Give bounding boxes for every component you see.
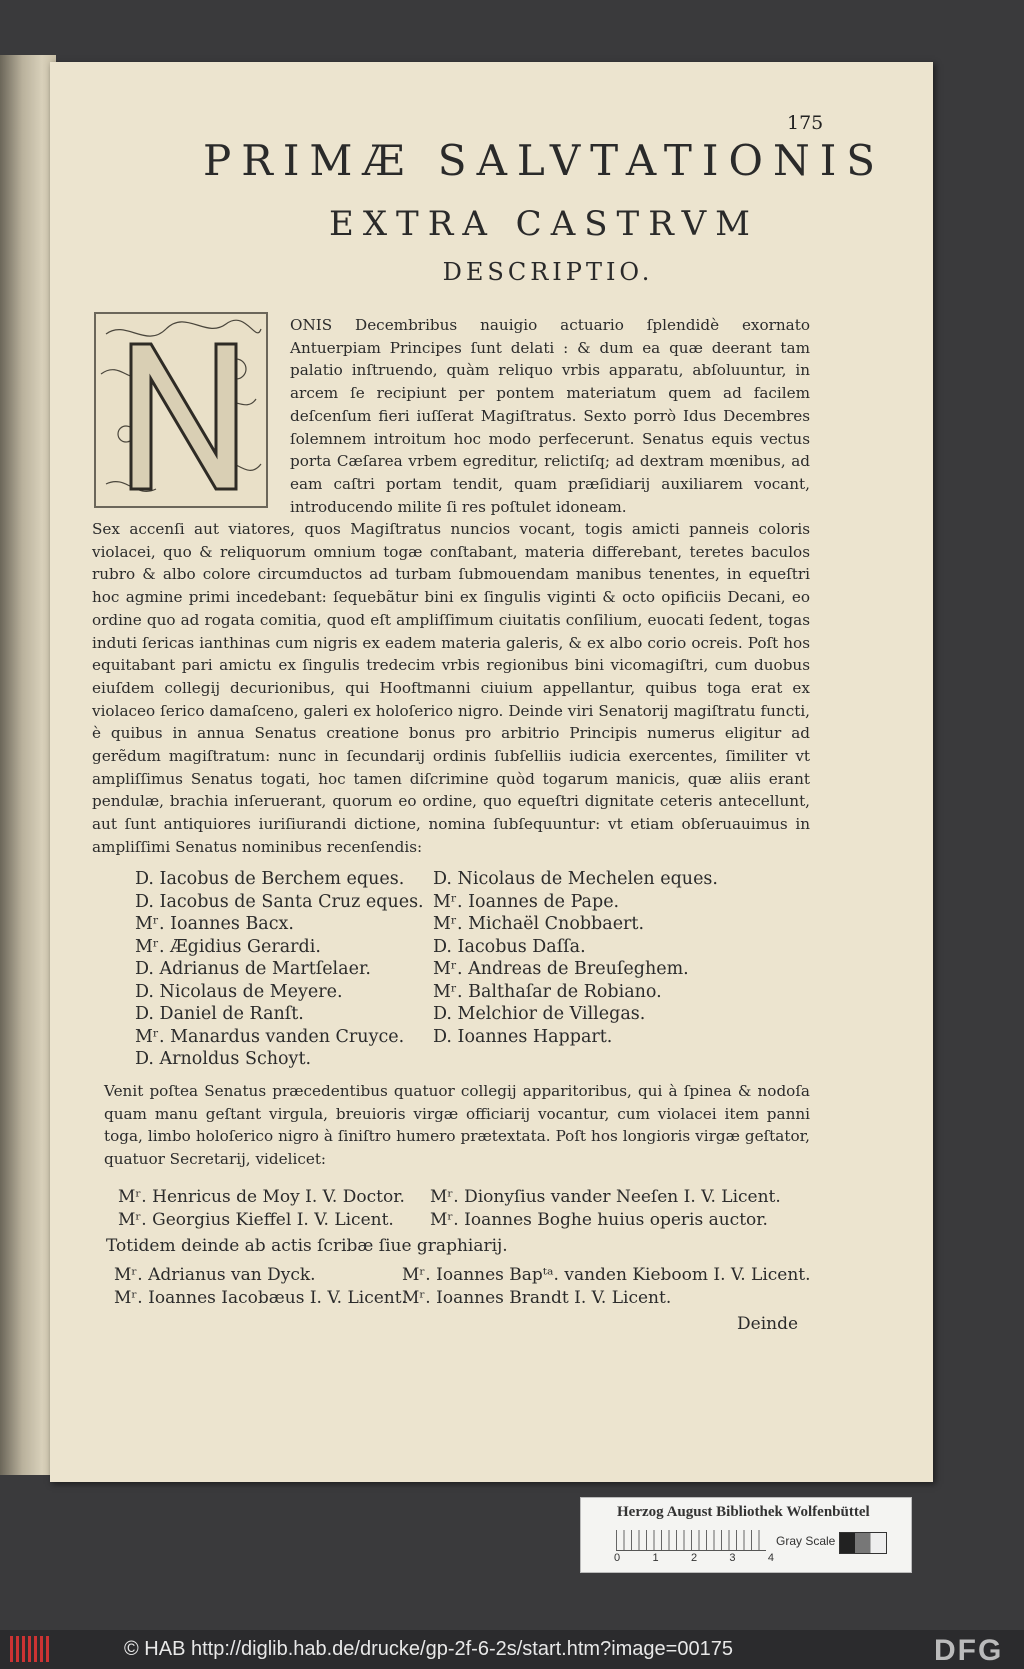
library-name: Herzog August Bibliothek Wolfenbüttel [617,1504,870,1520]
decorated-initial-n-icon [96,314,266,506]
list-item: Mʳ. Henricus de Moy I. V. Doctor. [118,1187,405,1207]
list-item: Mʳ. Andreas de Breuſeghem. [433,959,689,979]
list-item: Mʳ. Ioannes Boghe huius operis auctor. [430,1209,768,1230]
list-item: Mʳ. Ioannes Iacobæus I. V. Licent. [114,1287,407,1308]
list-item: Mʳ. Michaël Cnobbaert. [433,914,645,934]
ruler-tick: 3 [729,1552,736,1564]
page-title: PRIMÆ SALVTATIONIS [202,136,886,185]
footer-link[interactable]: © HAB http://diglib.hab.de/drucke/gp-2f-6-2s/start.htm?image=00175 [124,1638,733,1660]
paragraph-1: ONIS Decembribus nauigio actuario ſplendidè exornato Antuerpiam Principes ſunt delati : & dum ea quæ deerant tam palatio inſtruendo, quàm reliquo vrbis apparatu, abſoluuntur, in arcem ſe recipiunt per pontem materiatum quem ad facilem deſcenſum fieri iuſſerat Magiſtratus. Sexto porrò Idus Decembres ſolemnem introitum hoc modo perfecerunt. Senatus equis vectus porta Cæſarea vrbem egreditur, relictiſq; ad dextram mœnibus, ad eam caſtri portam tendit, quam præſidiarij auxiliarem vocant, introducendo milite ſi res poſtulet idoneam. [290,316,810,516]
scribes-col2 [402,1264,811,1309]
ruler-tick: 0 [614,1552,621,1564]
list-item: Mʳ. Dionyſius vander Neeſen I. V. Licent. [430,1187,781,1207]
senator-names-col2 [433,868,718,1048]
list-item: D. Daniel de Ranſt. [135,1004,304,1024]
footer-bar [0,1630,1024,1669]
secretaries-col1 [118,1186,405,1231]
scale-ruler [616,1530,766,1551]
dfg-logo: DFG [934,1634,1004,1667]
page-subtitle: EXTRA CASTRVM [329,204,759,244]
scribes-col1 [114,1264,407,1309]
page-subtitle-2: DESCRIPTIO. [442,258,654,286]
senator-names-col1 [135,868,424,1071]
ruler-ticks [614,1552,774,1564]
library-color-card [580,1497,912,1573]
list-item: Mʳ. Ægidius Gerardi. [135,936,321,957]
list-item: D. Iacobus Daſſa. [433,936,586,957]
list-item: Mʳ. Ioannes de Pape. [433,891,620,912]
gray-scale-label: Gray Scale [776,1534,836,1548]
paragraph-3: Venit poſtea Senatus præcedentibus quatuor collegij apparitoribus, qui à ſpinea & nodoſa quam manu geſtant virgula, breuioris virgæ officiarij vocantur, cum violacei item panni toga, limbo holoſerico nigro à ſiniſtro humero prætextata. Poſt hos longioris virgæ geſtator, quatuor Secretarij, videlicet: [104,1082,810,1169]
list-item: Mʳ. Georgius Kieffel I. V. Licent. [118,1209,394,1230]
list-item: D. Adrianus de Martſelaer. [135,959,371,979]
list-item: D. Melchior de Villegas. [433,1004,646,1024]
secretaries-col2 [430,1186,781,1231]
gray-scale-swatch [839,1532,887,1554]
ruler-tick: 4 [767,1552,774,1564]
list-item: D. Arnoldus Schoyt. [135,1049,312,1069]
list-item: D. Iacobus de Santa Cruz eques. [135,891,424,912]
list-item: Mʳ. Ioannes Bapᵗᵃ. vanden Kieboom I. V. Licent. [402,1265,811,1285]
list-item: Mʳ. Ioannes Brandt I. V. Licent. [402,1287,672,1308]
list-item: Mʳ. Manardus vanden Cruyce. [135,1026,405,1047]
list-item: Mʳ. Balthaſar de Robiano. [433,981,662,1002]
catchword: Deinde [737,1314,799,1334]
decorated-initial-n [94,312,268,508]
ruler-tick: 1 [652,1552,659,1564]
ruler-tick: 2 [690,1552,698,1564]
paragraph-2: Sex accenſi aut viatores, quos Magiſtratus nuncios vocant, togis amicti panneis coloris violacei, quo & reliquorum omnium togæ conſtabant, materia differebant, teretes baculos rubro & albo colore circumductos ad turbam ſubmouendam manibus tenentes, in equeſtri hoc agmine primi incedebant: ſequebãtur bini ex ſingulis viginti & octo opificiis Decani, eo ordine quo ad rogata comitia, quod eſt ampliſſimum ciuitatis conſilium, euocati ſedent, togas induti ſericas ianthinas cum nigris ex eadem materia galeris, & ex albo corio ocreis. Poſt hos equitabant pari amictu ex ſingulis tredecim vrbis regionibus bini vicomagiſtri, cum duobus eiuſdem collegij decurionibus, qui Hooftmanni ciuium appellantur, quibus toga erat ex violaceo ſerico damaſceno, galeri ex holoſerico nigro. Deinde viri Senatorij magiſtratu functi, è quibus in annua Senatus creatione bonus pro arbitrio Principis numerus eligitur ad gerẽdum magiſtratum: nunc in ſecundarij ordinis ſubſelliis iudicia exercentes, ſimiliter vt ampliſſimus Senatus togati, hoc tamen diſcrimine quòd togarum manicis, quæ aliis erant pendulæ, brachia inſeruerant, quorum eo ordine, quo equeſtri dignitate ceteris antecellunt, aut ſunt antiquiores iuriſiurandi dictione, nomina ſubſequuntur: vt etiam obſeruauimus in ampliſſimi Senatus nominibus recenſendis: [92,520,810,856]
list-item: D. Iacobus de Berchem eques. [135,869,405,889]
list-item: D. Nicolaus de Meyere. [135,981,343,1002]
list-item: D. Ioannes Happart. [433,1026,613,1047]
list-item: D. Nicolaus de Mechelen eques. [433,869,718,889]
hab-logo-icon [10,1636,50,1662]
list-item: Mʳ. Adrianus van Dyck. [114,1265,316,1285]
scribes-heading: Totidem deinde ab actis ſcribæ ſiue graphiarij. [106,1236,508,1256]
list-item: Mʳ. Ioannes Bacx. [135,914,294,934]
page-number: 175 [787,112,824,134]
